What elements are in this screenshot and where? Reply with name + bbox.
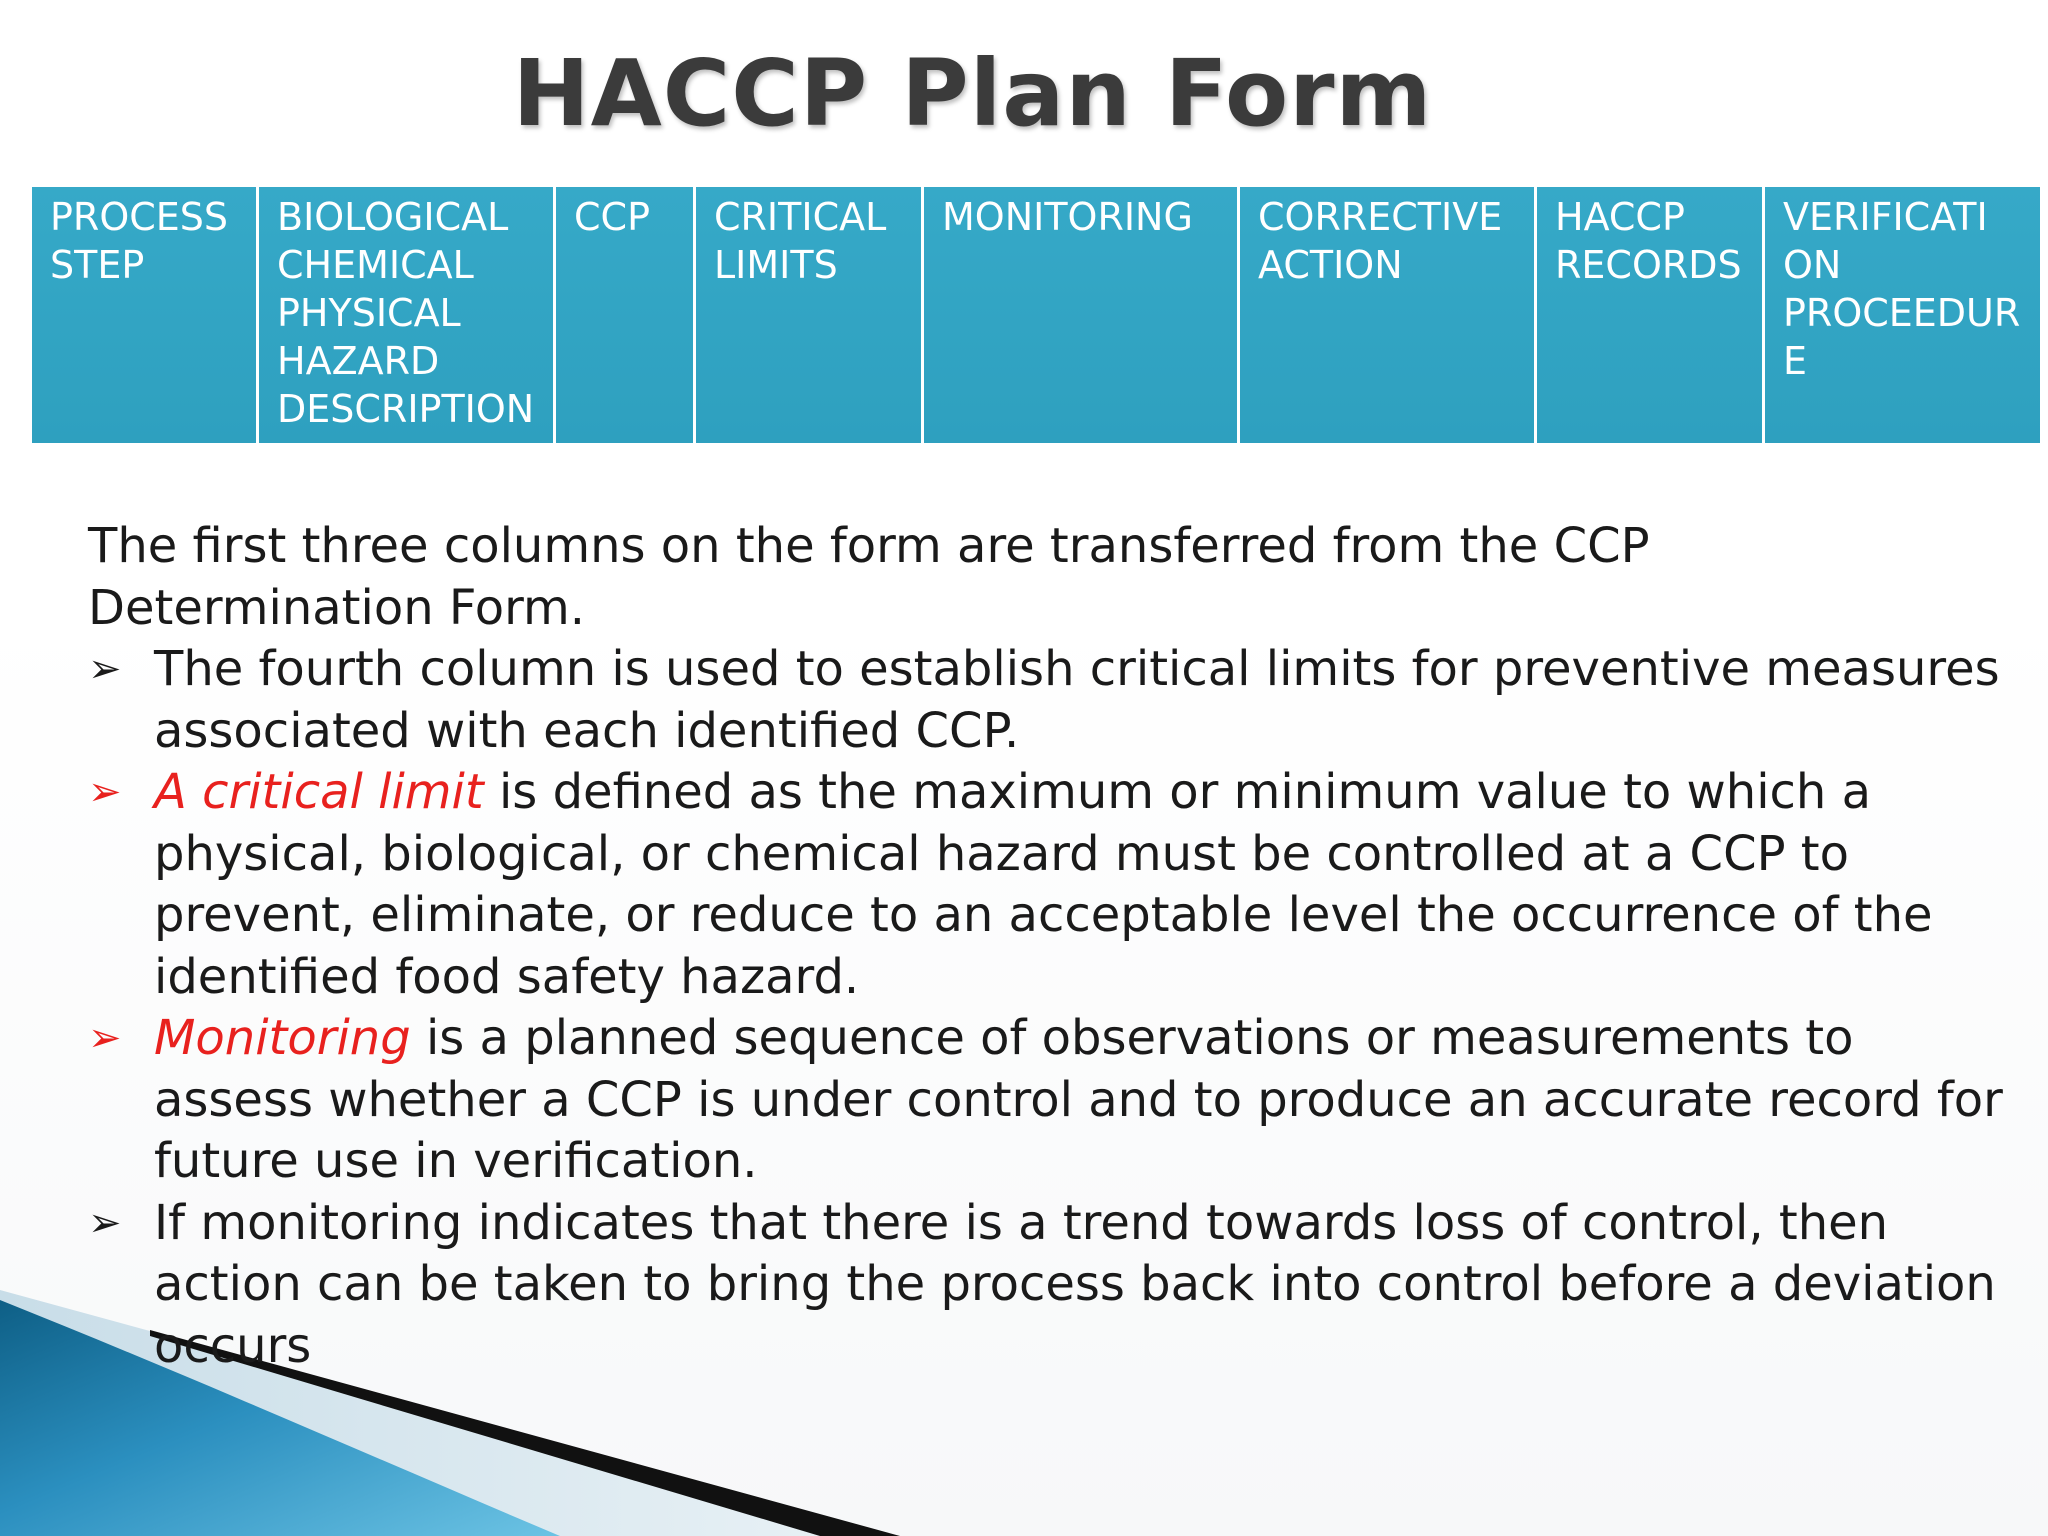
- term-monitoring: Monitoring: [154, 1010, 411, 1066]
- column-header-monitoring: MONITORING: [923, 187, 1239, 443]
- arrow-bullet-icon: ➢: [88, 769, 122, 815]
- list-item: [88, 762, 2008, 1008]
- bullet-list: [88, 639, 2008, 1377]
- slide-body: [88, 516, 2008, 1377]
- arrow-bullet-icon: ➢: [88, 1015, 122, 1061]
- bullet-text: If monitoring indicates that there is a trend towards loss of control, then action can be taken to bring the process back into control before a deviation occurs: [154, 1194, 1996, 1374]
- column-header-corrective-action: CORRECTIVE ACTION: [1239, 187, 1536, 443]
- column-header-critical-limits: CRITICAL LIMITS: [695, 187, 923, 443]
- slide-title: HACCP Plan Form: [512, 40, 1433, 147]
- list-item: [88, 1193, 2008, 1378]
- term-critical-limit: A critical limit: [154, 764, 484, 820]
- table-header-row: [31, 187, 2042, 443]
- bullet-text: is a planned sequence of observations or measurements to assess whether a CCP is under control and to produce an accurate record for future use in verification.: [154, 1010, 2003, 1189]
- bullet-text: The fourth column is used to establish critical limits for preventive measures associated with each identified CCP.: [154, 641, 2000, 759]
- intro-paragraph: The first three columns on the form are transferred from the CCP Determination Form.: [88, 518, 1650, 636]
- arrow-bullet-icon: ➢: [88, 646, 122, 692]
- list-item: [88, 1008, 2008, 1193]
- column-header-process-step: PROCESS STEP: [31, 187, 258, 443]
- column-header-ccp: CCP: [555, 187, 695, 443]
- column-header-verification-procedure: VERIFICATI ON PROCEEDUR E: [1764, 187, 2042, 443]
- list-item: [88, 639, 2008, 762]
- column-header-hazard-description: BIOLOGICAL CHEMICAL PHYSICAL HAZARD DESCRIPTION: [258, 187, 555, 443]
- column-header-haccp-records: HACCP RECORDS: [1536, 187, 1764, 443]
- bullet-text: is defined as the maximum or minimum value to which a physical, biological, or chemical hazard must be controlled at a CCP to prevent, eliminate, or reduce to an acceptable level the occurrence of the identified food safety hazard.: [154, 764, 1933, 1005]
- arrow-bullet-icon: ➢: [88, 1199, 122, 1246]
- haccp-plan-table: [29, 187, 2043, 443]
